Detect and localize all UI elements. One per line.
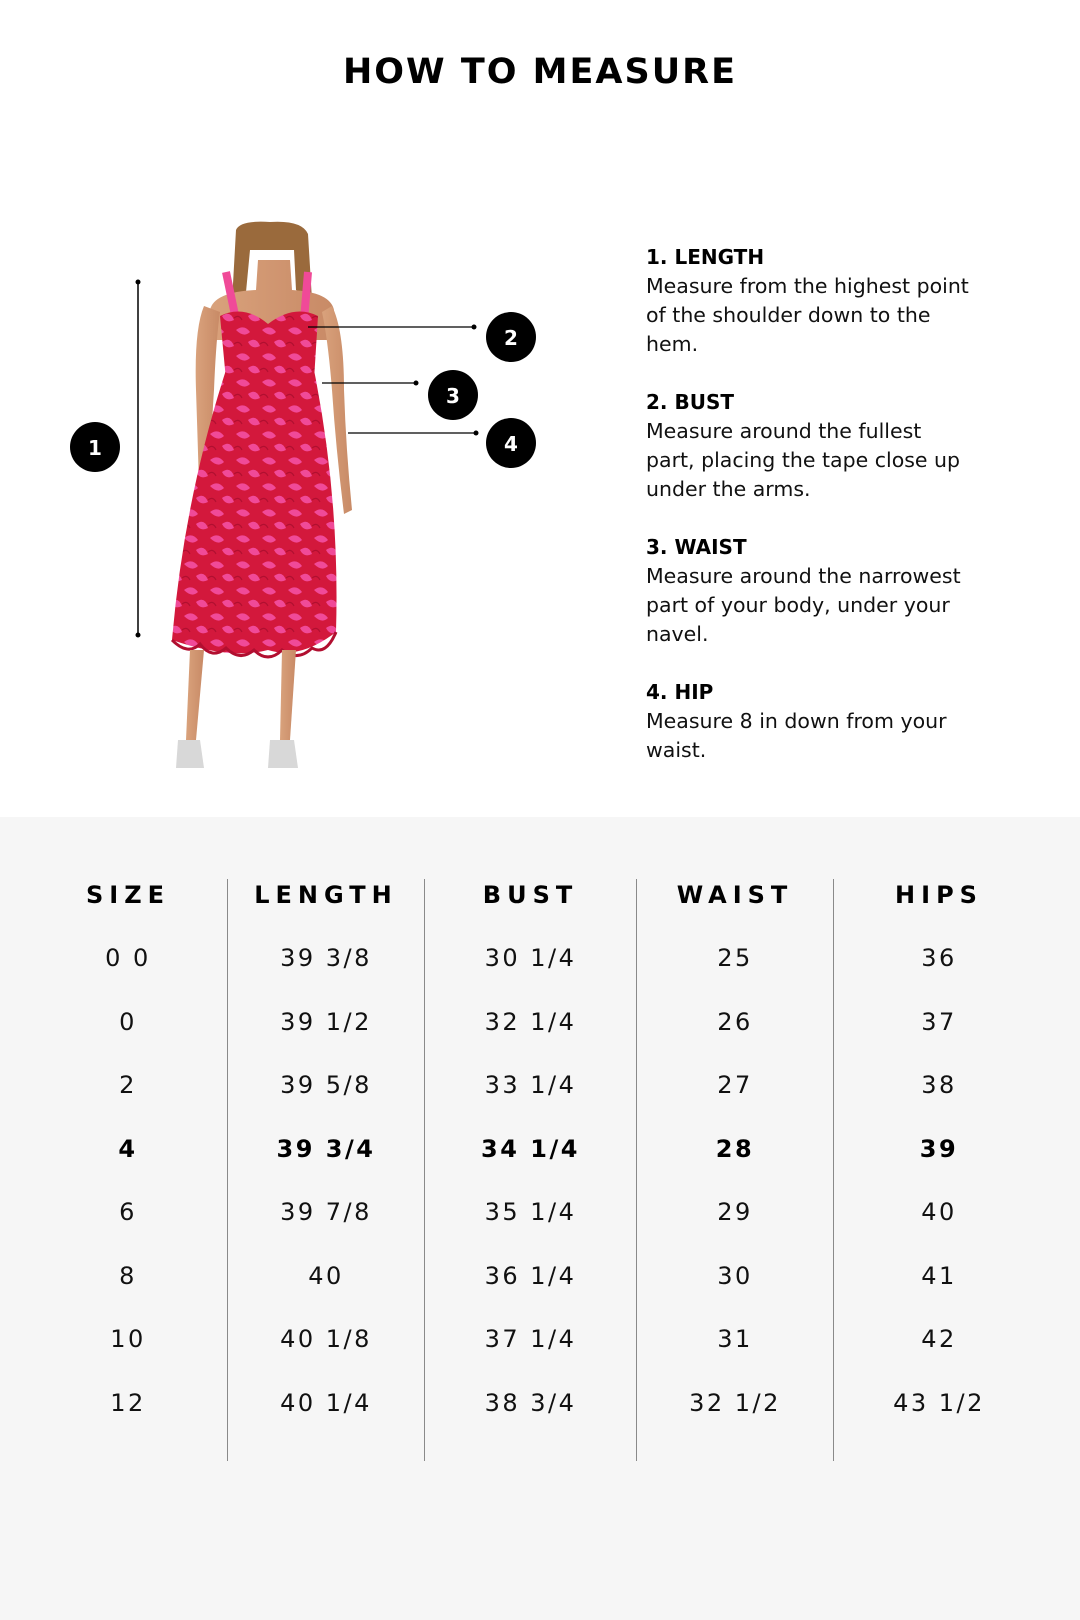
- table-cell: 31: [717, 1325, 753, 1353]
- table-cell: 43 1/2: [893, 1388, 985, 1417]
- model-illustration: [0, 220, 600, 800]
- instruction-heading: 1. LENGTH: [646, 245, 765, 269]
- instruction-line: under the arms.: [646, 477, 811, 501]
- table-cell: 30: [717, 1261, 753, 1290]
- instruction-heading: 3. WAIST: [646, 535, 747, 559]
- table-cell: 39 1/2: [280, 1007, 372, 1036]
- table-cell: 30 1/4: [484, 944, 577, 972]
- instruction-line: part of your body, under your: [646, 593, 950, 617]
- table-cell: 8: [119, 1261, 137, 1290]
- table-cell: 10: [110, 1325, 146, 1353]
- table-cell: 36: [921, 944, 957, 972]
- column-waist: [637, 877, 833, 1435]
- column-header-hips: HIPS: [895, 881, 983, 909]
- instruction-heading: 4. HIP: [646, 680, 714, 704]
- table-cell-highlighted: 34 1/4: [481, 1134, 580, 1163]
- instruction-length: [646, 243, 1006, 359]
- marker-length: [70, 422, 120, 472]
- table-cell: 32 1/4: [484, 1007, 577, 1036]
- instruction-line: part, placing the tape close up: [646, 448, 961, 472]
- marker-4-label: 4: [504, 432, 518, 456]
- column-header-length: LENGTH: [254, 881, 398, 909]
- table-cell: 35 1/4: [484, 1198, 577, 1226]
- table-cell: 39 5/8: [280, 1071, 372, 1099]
- table-cell-highlighted: 4: [118, 1134, 138, 1163]
- table-cell: 37: [921, 1007, 957, 1036]
- column-header-size: SIZE: [85, 881, 170, 909]
- column-hips: [834, 877, 1044, 1435]
- marker-bust: [486, 312, 536, 362]
- column-bust: [425, 877, 636, 1435]
- instruction-line: waist.: [646, 738, 707, 762]
- marker-2-label: 2: [504, 326, 518, 350]
- table-cell-highlighted: 39: [919, 1134, 959, 1163]
- table-cell: 38 3/4: [484, 1388, 577, 1417]
- table-cell: 2: [119, 1071, 137, 1099]
- instruction-line: Measure around the narrowest: [646, 564, 961, 588]
- instruction-line: Measure around the fullest: [646, 419, 922, 443]
- instruction-waist: [646, 533, 1006, 649]
- marker-1-label: 1: [88, 436, 102, 460]
- measurement-figure: [0, 220, 600, 800]
- instruction-line: navel.: [646, 622, 709, 646]
- instruction-hip: [646, 678, 1006, 765]
- table-cell: 0 0: [105, 944, 151, 972]
- page-title: HOW TO MEASURE: [343, 52, 737, 92]
- table-cell: 29: [717, 1198, 753, 1226]
- table-cell: 6: [119, 1198, 137, 1226]
- instruction-line: of the shoulder down to the: [646, 303, 931, 327]
- table-cell: 41: [921, 1261, 957, 1290]
- measure-instructions: [646, 243, 1006, 794]
- marker-3-label: 3: [446, 384, 460, 408]
- table-cell: 40 1/8: [280, 1325, 372, 1353]
- table-cell: 42: [921, 1325, 957, 1353]
- table-cell: 33 1/4: [484, 1071, 577, 1099]
- table-cell: 40 1/4: [280, 1388, 372, 1417]
- table-cell: 36 1/4: [484, 1261, 577, 1290]
- marker-hip: [486, 418, 536, 468]
- column-header-bust: BUST: [482, 881, 579, 909]
- table-cell: 40: [308, 1261, 344, 1290]
- table-cell: 12: [110, 1388, 146, 1417]
- table-cell: 27: [717, 1071, 753, 1099]
- instruction-line: hem.: [646, 332, 699, 356]
- instruction-line: Measure from the highest point: [646, 274, 969, 298]
- column-header-waist: WAIST: [676, 881, 794, 909]
- instruction-bust: [646, 388, 1006, 504]
- table-cell: 38: [921, 1071, 957, 1099]
- table-cell-highlighted: 28: [715, 1134, 755, 1163]
- table-cell: 40: [921, 1198, 957, 1226]
- marker-waist: [428, 370, 478, 420]
- column-length: [228, 877, 424, 1435]
- table-cell: 37 1/4: [484, 1325, 577, 1353]
- table-cell: 32 1/2: [689, 1388, 781, 1417]
- table-cell-highlighted: 39 3/4: [276, 1134, 376, 1163]
- table-cell: 0: [119, 1007, 137, 1036]
- table-cell: 25: [717, 944, 753, 972]
- size-chart: [0, 817, 1080, 1620]
- column-size: [30, 877, 226, 1435]
- table-cell: 39 7/8: [280, 1198, 372, 1226]
- instruction-heading: 2. BUST: [646, 390, 735, 414]
- instruction-line: Measure 8 in down from your: [646, 709, 947, 733]
- table-cell: 26: [717, 1007, 753, 1036]
- table-cell: 39 3/8: [280, 944, 372, 972]
